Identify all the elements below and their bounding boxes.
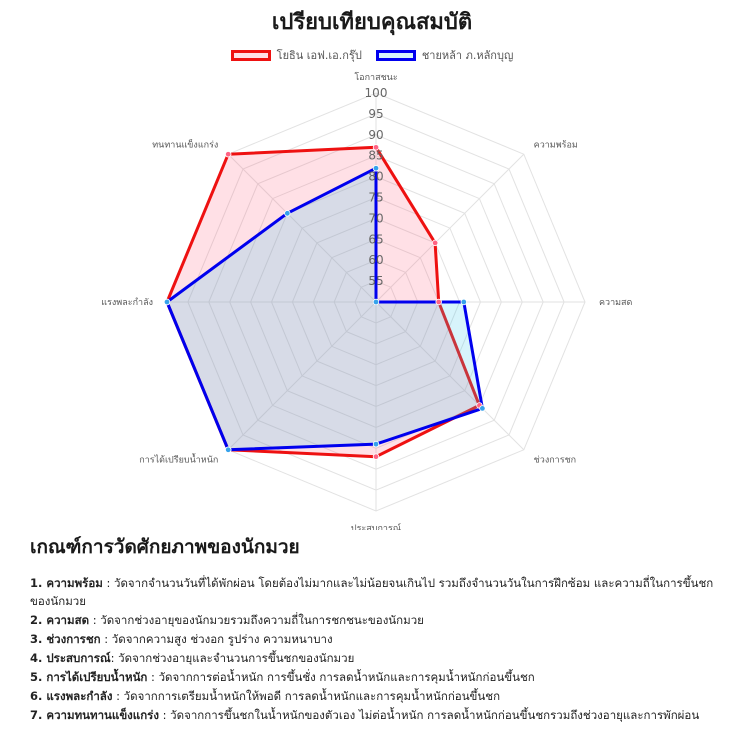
tick-label: 55 <box>368 274 384 289</box>
criteria-item-desc: : วัดจากความสูง ช่วงอก รูปร่าง ความหนาบาง <box>100 632 333 646</box>
criteria-item <box>30 687 720 705</box>
criteria-item <box>30 574 720 610</box>
criteria-item-name: 5. การได้เปรียบน้ำหนัก <box>30 670 148 684</box>
series-2-point <box>461 299 467 305</box>
axis-label: ทนทานแข็งแกร่ง <box>152 140 219 151</box>
tick-label: 75 <box>368 190 384 205</box>
criteria-list <box>30 574 720 724</box>
criteria-item <box>30 630 720 648</box>
tick-label: 100 <box>364 86 388 100</box>
criteria-item-desc: : วัดจากช่วงอายุของนักมวยรวมถึงความถี่ในการชกชนะของนักมวย <box>89 613 424 627</box>
series-2-point <box>373 441 379 447</box>
tick-label: 90 <box>368 127 384 142</box>
criteria-item <box>30 668 720 686</box>
criteria-item <box>30 649 720 667</box>
chart-title: เปรียบเทียบคุณสมบัติ <box>271 10 473 35</box>
tick-label: 65 <box>368 232 384 247</box>
axis-label: ความพร้อม <box>533 140 578 151</box>
criteria-heading: เกณฑ์การวัดศักยภาพของนักมวย <box>30 536 300 558</box>
criteria-item-desc: : วัดจากช่วงอายุและจำนวนการขึ้นชกของนักมวย <box>110 651 355 665</box>
criteria-item-name: 1. ความพร้อม <box>30 576 103 590</box>
tick-label: 60 <box>368 253 384 268</box>
axis-label: ประสบการณ์ <box>350 524 402 530</box>
series-1-point <box>225 151 231 157</box>
criteria-item <box>30 611 720 629</box>
criteria-item-desc: : วัดจากการขึ้นชกในน้ำหนักของตัวเอง ไม่ต่อน้ำหนัก การลดน้ำหนักก่อนขึ้นชกรวมถึงช่วงอายุและการพักผ่อน <box>158 708 700 722</box>
tick-label: 85 <box>368 148 384 163</box>
axis-label: การได้เปรียบน้ำหนัก <box>139 455 219 466</box>
criteria-item-desc: : วัดจากการต่อน้ำหนัก การขึ้นชั่ง การลดน้ำหนักและการคุมน้ำหนักก่อนขึ้นชก <box>147 670 535 684</box>
tick-label: 95 <box>368 106 384 121</box>
tick-label: 80 <box>368 169 384 184</box>
series-2-point <box>480 406 486 412</box>
legend-label-series-2: ชายหล้า ภ.หลักบุญ <box>421 49 514 62</box>
axis-label: ช่วงการชก <box>533 455 577 466</box>
series-1-point <box>373 454 379 460</box>
axis-label: โอกาสชนะ <box>354 73 398 83</box>
series-2-point <box>285 211 291 217</box>
tick-label: 70 <box>368 211 384 226</box>
series-2-point <box>225 447 231 453</box>
series-1-point <box>436 299 442 305</box>
series-1-point <box>432 240 438 246</box>
criteria-item-name: 3. ช่วงการชก <box>30 632 101 646</box>
criteria-item-desc: : วัดจากการเตรียมน้ำหนักให้พอดี การลดน้ำหนักและการคุมน้ำหนักก่อนขึ้นชก <box>112 689 501 703</box>
axis-label: ความสด <box>599 298 633 308</box>
criteria-item-name: 2. ความสด <box>30 613 90 627</box>
criteria-item-name: 6. แรงพละกำลัง <box>30 689 113 703</box>
criteria-item <box>30 706 720 724</box>
axis-label: แรงพละกำลัง <box>101 298 153 308</box>
criteria-item-name: 4. ประสบการณ์ <box>30 651 111 665</box>
series-2-point <box>164 299 170 305</box>
criteria-section <box>30 532 720 725</box>
series-2-point <box>373 299 379 305</box>
criteria-item-name: 7. ความทนทานแข็งแกร่ง <box>30 708 159 722</box>
criteria-item-desc: : วัดจากจำนวนวันที่ได้พักผ่อน โดยต้องไม่มากและไม่น้อยจนเกินไป รวมถึงจำนวนวันในการฝึกซ้อม และความถี่ในการขึ้นชกของนักมวย <box>30 576 714 608</box>
legend-label-series-1: โยธิน เอฟ.เอ.กรุ๊ป <box>276 49 362 62</box>
